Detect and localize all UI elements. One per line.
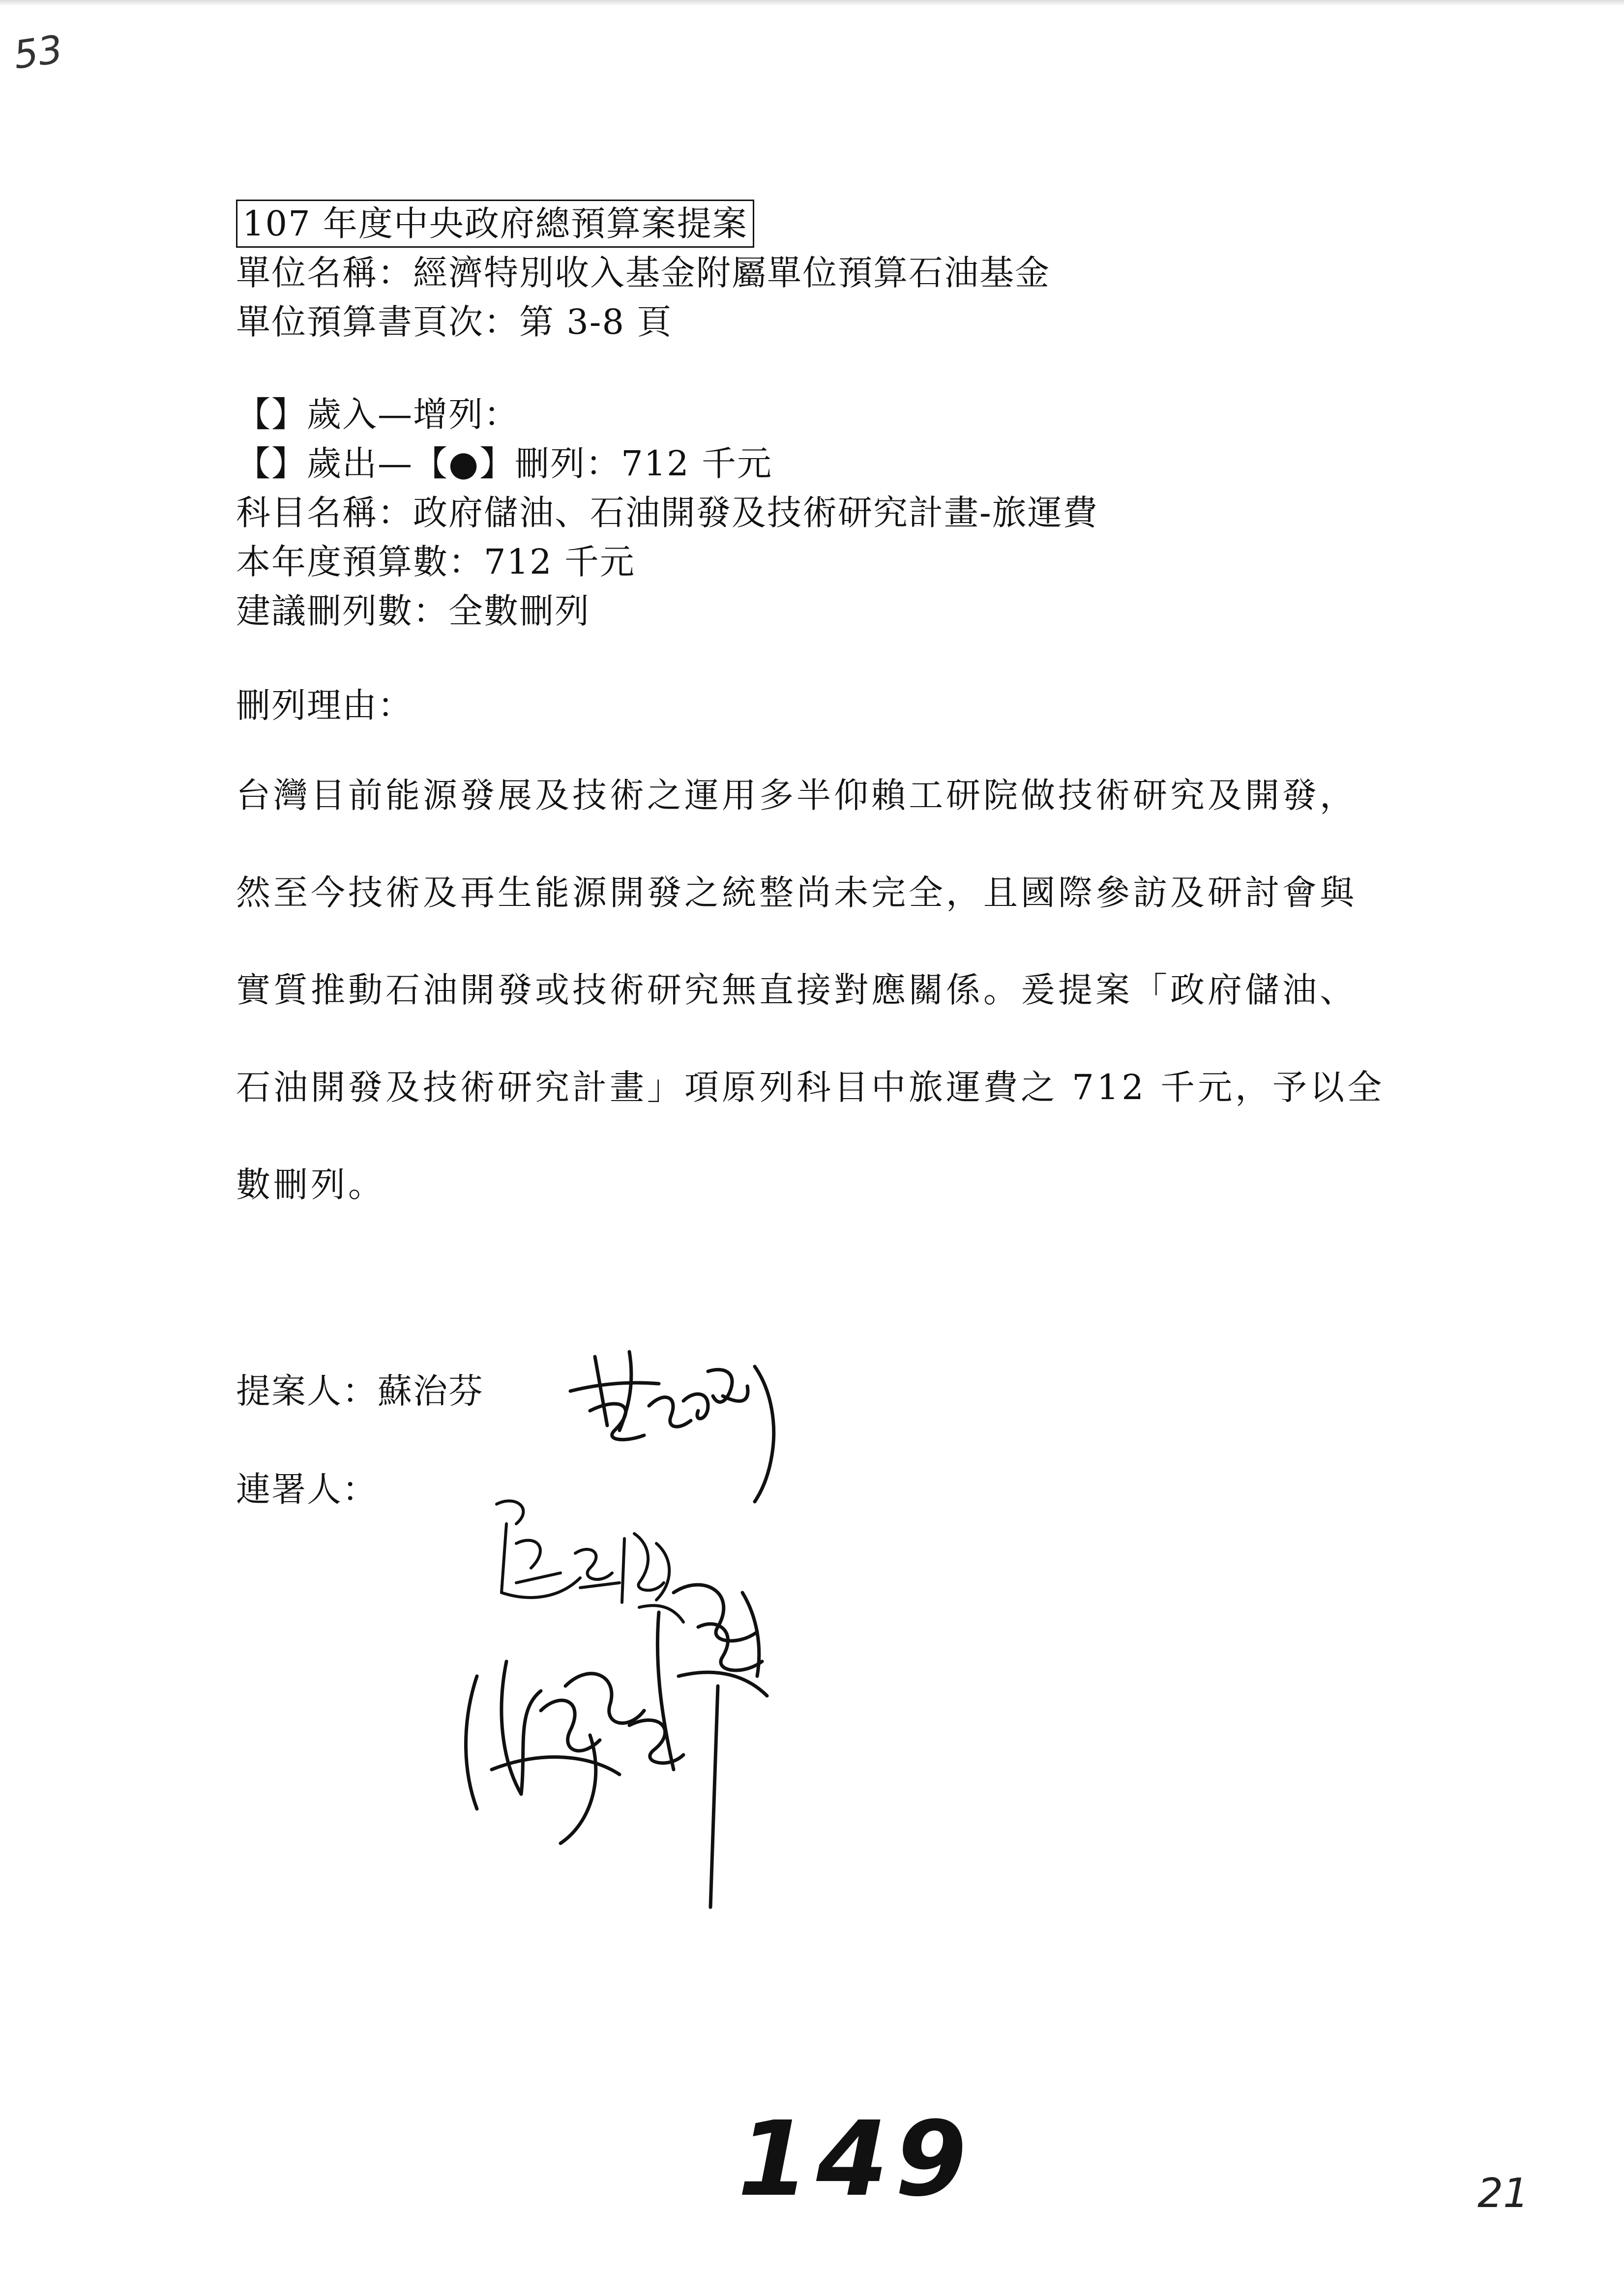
signature-block <box>236 1366 484 1514</box>
proposal-document <box>236 199 1387 1233</box>
budget-page-ref: 單位預算書頁次：第 3-8 頁 <box>236 302 673 342</box>
reason-line: 數刪列。 <box>236 1164 385 1205</box>
document-title: 107 年度中央政府總預算案提案 <box>236 200 754 248</box>
page-number-small: 21 <box>1477 2170 1529 2217</box>
cosigner-signature-2 <box>443 1563 816 1917</box>
corner-handwritten-note: 53 <box>11 27 66 78</box>
proposer-label: 提案人：蘇治芬 <box>236 1371 484 1411</box>
scan-edge <box>0 0 1624 6</box>
title-row <box>236 199 1387 248</box>
reason-line: 實質推動石油開發或技術研究無直接對應關係。爰提案「政府儲油、 <box>236 970 1357 1010</box>
reason-line: 石油開發及技術研究計畫」項原列科目中旅運費之 712 千元，予以全 <box>236 1067 1385 1107</box>
suggested-cut: 建議刪列數：全數刪列 <box>236 591 590 631</box>
subject-name: 科目名稱：政府儲油、石油開發及技術研究計畫-旅運費 <box>236 493 1098 533</box>
unit-name: 單位名稱：經濟特別收入基金附屬單位預算石油基金 <box>236 253 1050 293</box>
reason-line: 然至今技術及再生能源開發之統整尚未完全，且國際參訪及研討會與 <box>236 872 1357 913</box>
current-budget: 本年度預算數：712 千元 <box>236 542 635 582</box>
cosigner-label: 連署人： <box>236 1469 378 1510</box>
reason-label: 刪列理由： <box>236 685 413 726</box>
reason-line: 台灣目前能源發展及技術之運用多半仰賴工研院做技術研究及開發， <box>236 775 1357 815</box>
expense-line: 【】歲出—【●】刪列：712 千元 <box>236 443 772 484</box>
reason-paragraph <box>236 747 1387 1233</box>
spacer <box>236 347 1387 390</box>
revenue-line: 【】歲入—增列： <box>236 394 519 435</box>
page-number: 149 <box>738 2099 974 2219</box>
spacer <box>236 636 1387 681</box>
